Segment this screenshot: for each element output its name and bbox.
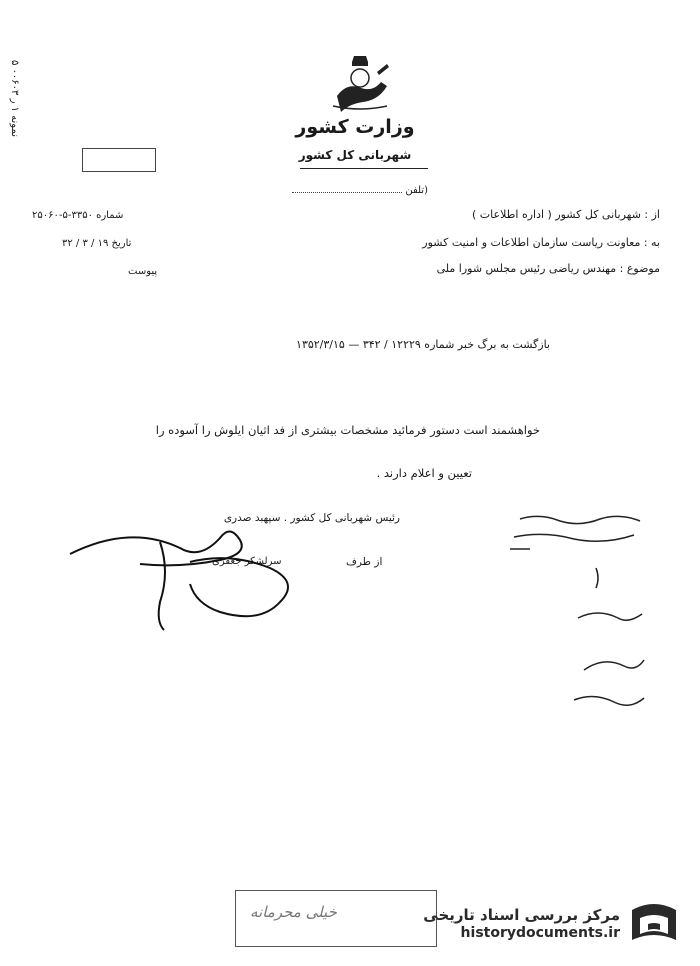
from-line: از : شهربانی کل کشور ( اداره اطلاعات ) [472,208,660,221]
classification-stamp-box [82,148,156,172]
phone-dotted-line [292,184,402,193]
phone-label: (تلفن [405,185,428,196]
form-side-note: نمونه ۱ ر ۰۰۶۰۳ ۵ [9,60,20,138]
ministry-name: وزارت کشور [295,116,415,138]
body-line-2: تعیین و اعلام دارند . [376,466,472,480]
handwritten-signature [60,522,330,632]
lion-and-sun-emblem-icon [325,52,395,114]
watermark [423,906,620,941]
reference-line: بازگشت به برگ خبر شماره ۱۲۲۲۹ / ۳۴۲ — ۱۳۵۲/۳/۱۵ [296,338,550,351]
subject-line: موضوع : مهندس ریاضی رئیس مجلس شورا ملی [436,262,660,275]
on-behalf-label: از طرف [346,556,383,568]
header-underline [300,168,428,169]
handwritten-margin-notes [560,560,660,730]
signature-title-line: رئیس شهربانی کل کشور . سپهبد صدری [223,512,400,524]
phone-field [300,184,428,196]
to-line: به : معاونت ریاست سازمان اطلاعات و امنیت کشور [422,236,660,249]
department-name: شهربانی کل کشور [298,148,412,162]
signer-name: سرلشکر جعفری [212,556,282,567]
letter-number: شماره ۳۳۵۰-۵-۲۵۰۶۰ [32,210,124,221]
attachment-label: پیوست [128,266,158,277]
letter-date: تاریخ ۱۹ / ۳ / ۳۲ [62,238,132,249]
classification-text: خیلی محرمانه [250,903,337,921]
body-line-1: خواهشمند است دستور فرمائید مشخصات بیشتری از فد اثیان ایلوش را آسوده را [155,423,540,437]
archive-logo-icon [626,900,682,952]
watermark-title: مرکز بررسی اسناد تاریخی [423,906,620,924]
watermark-url: historydocuments.ir [460,925,620,941]
handwritten-registration-note [500,505,660,555]
